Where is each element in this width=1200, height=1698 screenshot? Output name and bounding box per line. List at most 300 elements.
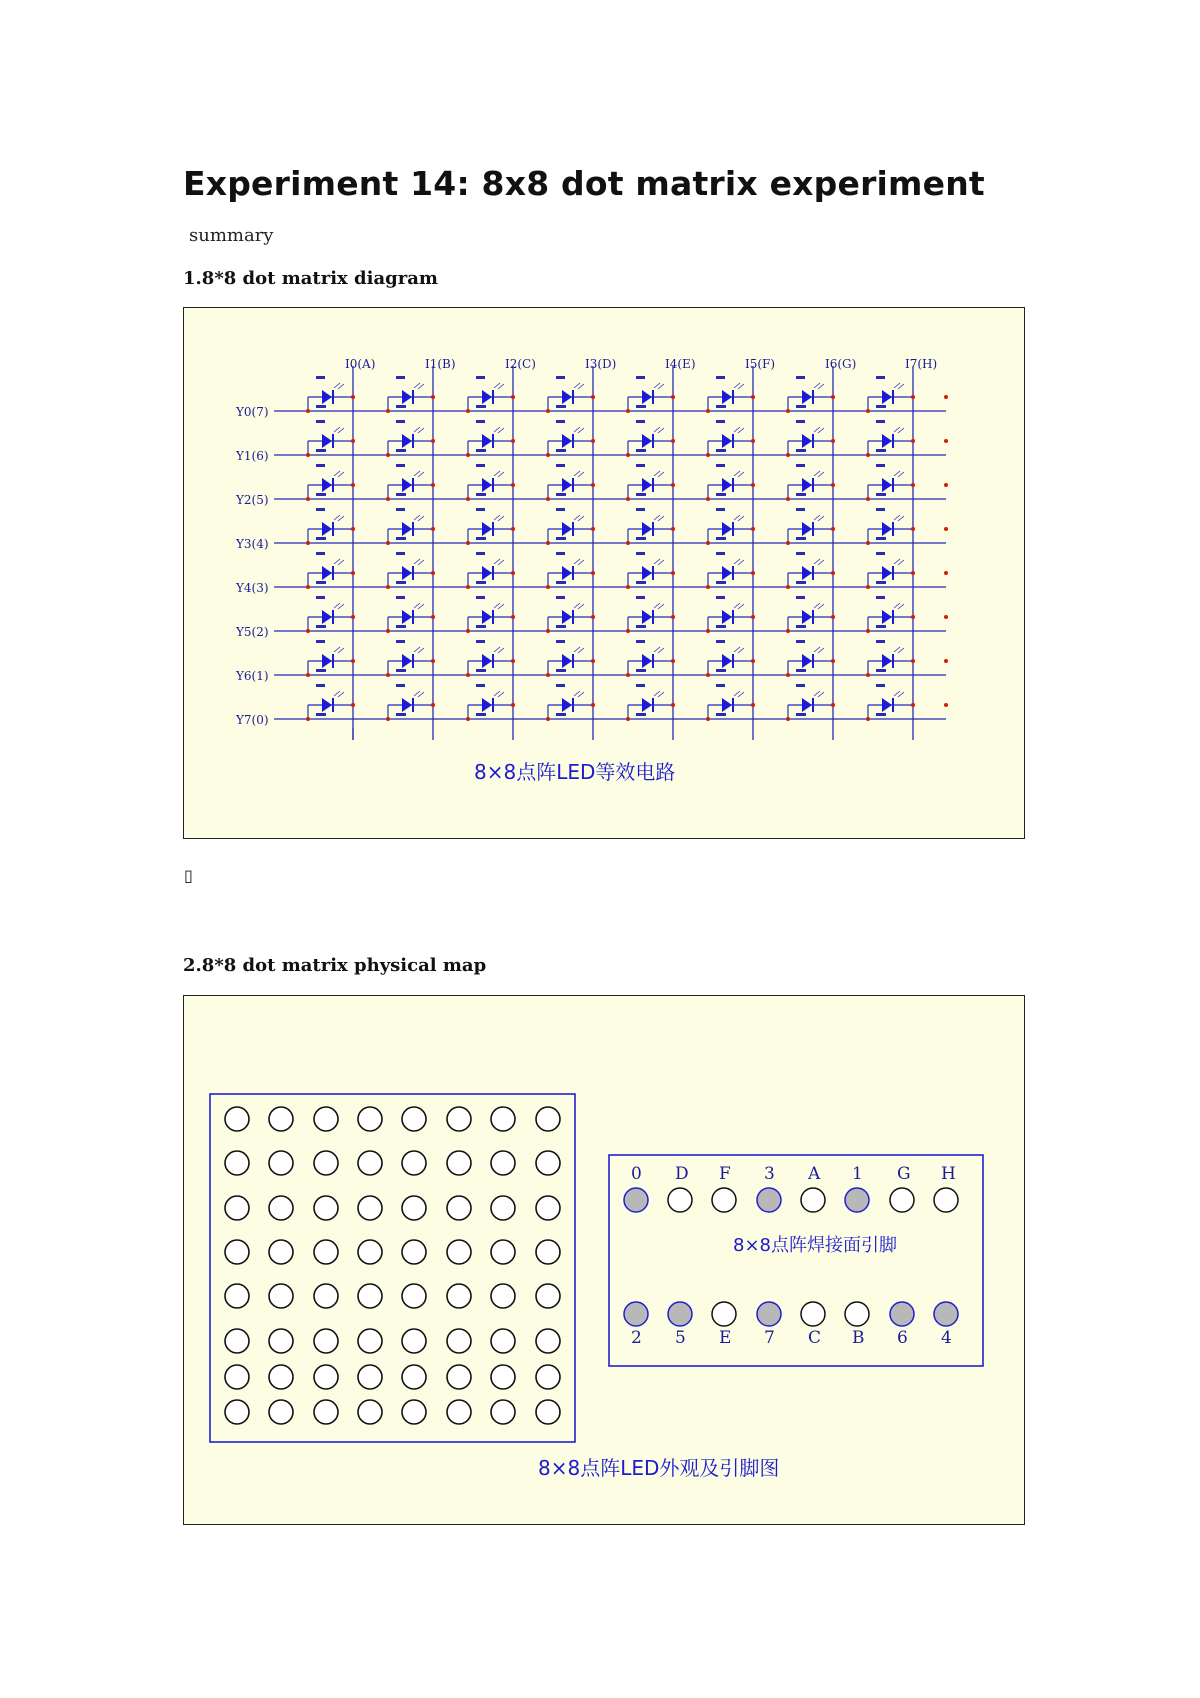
led-arrow [898,428,904,433]
column-label: I3(D) [585,357,617,371]
led-type-mark [636,581,646,584]
led-arrow [654,603,660,608]
pin-dot-bottom [712,1302,736,1326]
led-symbol [322,610,332,624]
junction-dot [944,483,948,487]
junction-dot [706,541,710,545]
junction-dot [386,629,390,633]
junction-dot [386,673,390,677]
led-symbol [482,654,492,668]
led-symbol [882,434,892,448]
junction-dot [866,541,870,545]
led-symbol [402,698,412,712]
led-type-mark [556,537,566,540]
led-type-mark [476,669,486,672]
led-type-mark [556,713,566,716]
led-arrow [818,560,824,565]
matrix-led-dot [225,1196,249,1220]
junction-dot [546,629,550,633]
junction-dot [751,571,755,575]
junction-dot [466,585,470,589]
led-symbol [642,478,652,492]
junction-dot [786,717,790,721]
matrix-led-dot [491,1284,515,1308]
junction-dot [546,541,550,545]
junction-dot [351,571,355,575]
circuit-diagram [184,308,1026,840]
physical-map-figure [183,995,1025,1525]
junction-dot [591,527,595,531]
matrix-led-dot [536,1284,560,1308]
led-type-mark [396,669,406,672]
matrix-led-dot [491,1400,515,1424]
led-id-mark [716,640,725,643]
pin-label-bottom: 2 [631,1328,642,1348]
junction-dot [831,527,835,531]
led-arrow [494,559,500,564]
pin-label-top: H [941,1164,956,1184]
led-symbol [882,698,892,712]
led-symbol [322,390,332,404]
junction-dot [591,571,595,575]
junction-dot [831,703,835,707]
led-symbol [562,522,572,536]
led-arrow [658,692,664,697]
junction-dot [831,571,835,575]
led-arrow [898,560,904,565]
led-id-mark [876,376,885,379]
pin-label-top: G [897,1164,911,1184]
led-arrow [574,383,580,388]
led-id-mark [316,684,325,687]
led-symbol [562,478,572,492]
led-arrow [494,647,500,652]
led-id-mark [476,464,485,467]
led-arrow [898,604,904,609]
led-symbol [482,390,492,404]
led-symbol [802,610,812,624]
junction-dot [546,497,550,501]
led-symbol [402,654,412,668]
led-type-mark [556,581,566,584]
matrix-led-dot [225,1240,249,1264]
led-symbol [722,566,732,580]
pin-label-top: F [719,1164,731,1184]
matrix-led-dot [536,1400,560,1424]
led-type-mark [876,405,886,408]
column-label: I5(F) [745,357,776,371]
led-id-mark [876,640,885,643]
junction-dot [866,673,870,677]
junction-dot [386,717,390,721]
led-symbol [562,566,572,580]
junction-dot [431,395,435,399]
junction-dot [944,439,948,443]
led-arrow [654,647,660,652]
led-symbol [642,522,652,536]
led-arrow [814,559,820,564]
matrix-led-dot [225,1365,249,1389]
led-arrow [578,604,584,609]
led-id-mark [876,464,885,467]
led-id-mark [556,552,565,555]
junction-dot [546,409,550,413]
matrix-led-dot [225,1400,249,1424]
led-symbol [722,698,732,712]
led-arrow [574,603,580,608]
row-label: Y5(2) [236,625,269,639]
led-id-mark [396,640,405,643]
led-symbol [562,434,572,448]
matrix-led-dot [358,1329,382,1353]
junction-dot [386,453,390,457]
matrix-led-dot [314,1240,338,1264]
led-symbol [322,566,332,580]
led-arrow [814,383,820,388]
row-label: Y3(4) [236,537,269,551]
matrix-led-dot [269,1240,293,1264]
led-arrow [894,515,900,520]
junction-dot [591,615,595,619]
led-symbol [482,434,492,448]
led-type-mark [636,713,646,716]
matrix-led-dot [269,1107,293,1131]
junction-dot [386,585,390,589]
led-symbol [562,654,572,668]
led-arrow [578,692,584,697]
led-id-mark [796,508,805,511]
led-id-mark [556,376,565,379]
junction-dot [944,571,948,575]
pin-label-bottom: E [719,1328,732,1348]
led-arrow [574,427,580,432]
led-arrow [734,647,740,652]
junction-dot [306,541,310,545]
led-id-mark [476,596,485,599]
led-type-mark [876,537,886,540]
led-symbol [322,654,332,668]
led-arrow [414,471,420,476]
led-symbol [882,654,892,668]
pin-dot-top [757,1188,781,1212]
led-type-mark [796,625,806,628]
led-arrow [578,472,584,477]
led-arrow [734,559,740,564]
matrix-led-dot [447,1240,471,1264]
led-type-mark [396,625,406,628]
led-symbol [562,610,572,624]
junction-dot [671,703,675,707]
led-arrow [658,560,664,565]
matrix-led-dot [225,1329,249,1353]
led-symbol [322,698,332,712]
led-type-mark [396,493,406,496]
led-arrow [818,472,824,477]
junction-dot [306,629,310,633]
led-arrow [898,648,904,653]
junction-dot [546,717,550,721]
matrix-led-dot [491,1329,515,1353]
led-arrow [578,560,584,565]
matrix-led-dot [358,1365,382,1389]
pin-label-top: A [808,1164,821,1184]
led-arrow [418,560,424,565]
led-arrow [894,383,900,388]
led-id-mark [316,640,325,643]
led-arrow [498,692,504,697]
led-id-mark [796,420,805,423]
matrix-led-dot [269,1329,293,1353]
led-arrow [894,559,900,564]
junction-dot [386,541,390,545]
row-label: Y6(1) [236,669,269,683]
led-arrow [578,384,584,389]
row-label: Y2(5) [236,493,269,507]
led-arrow [814,471,820,476]
led-type-mark [796,669,806,672]
junction-dot [911,659,915,663]
junction-dot [626,409,630,413]
junction-dot [706,409,710,413]
led-arrow [338,384,344,389]
led-symbol [882,478,892,492]
junction-dot [511,615,515,619]
led-arrow [334,427,340,432]
junction-dot [306,409,310,413]
led-type-mark [316,537,326,540]
led-symbol [482,698,492,712]
junction-dot [306,585,310,589]
junction-dot [786,541,790,545]
led-id-mark [716,464,725,467]
led-arrow [418,384,424,389]
led-id-mark [316,552,325,555]
led-id-mark [716,508,725,511]
led-id-mark [636,420,645,423]
junction-dot [511,395,515,399]
led-type-mark [316,405,326,408]
led-symbol [802,566,812,580]
led-symbol [402,566,412,580]
page-title: Experiment 14: 8x8 dot matrix experiment [183,164,985,203]
pin-dot-bottom [801,1302,825,1326]
matrix-led-dot [358,1151,382,1175]
matrix-led-dot [536,1240,560,1264]
placeholder-glyph: ▯ [184,866,193,885]
junction-dot [866,497,870,501]
matrix-led-dot [491,1151,515,1175]
led-arrow [814,691,820,696]
row-label: Y7(0) [236,713,269,727]
column-label: I1(B) [425,357,456,371]
led-arrow [734,603,740,608]
junction-dot [386,409,390,413]
matrix-led-dot [536,1151,560,1175]
junction-dot [831,659,835,663]
led-arrow [658,648,664,653]
junction-dot [386,497,390,501]
led-arrow [418,472,424,477]
led-arrow [738,560,744,565]
junction-dot [751,659,755,663]
led-arrow [414,559,420,564]
matrix-led-dot [358,1400,382,1424]
matrix-led-dot [225,1151,249,1175]
junction-dot [466,629,470,633]
led-type-mark [476,537,486,540]
led-arrow [894,691,900,696]
section-heading-diagram: 1.8*8 dot matrix diagram [183,268,438,289]
junction-dot [431,659,435,663]
matrix-led-dot [491,1240,515,1264]
led-arrow [338,472,344,477]
matrix-led-dot [402,1151,426,1175]
matrix-led-dot [447,1107,471,1131]
matrix-led-dot [536,1196,560,1220]
led-type-mark [796,581,806,584]
led-type-mark [396,713,406,716]
pin-dot-bottom [757,1302,781,1326]
circuit-caption: 8×8点阵LED等效电路 [474,760,676,784]
led-id-mark [476,684,485,687]
junction-dot [351,703,355,707]
led-arrow [658,384,664,389]
column-label: I6(G) [825,357,857,371]
junction-dot [866,629,870,633]
led-type-mark [876,493,886,496]
matrix-led-dot [358,1240,382,1264]
led-type-mark [636,493,646,496]
junction-dot [626,453,630,457]
led-arrow [734,471,740,476]
led-arrow [498,472,504,477]
led-id-mark [876,508,885,511]
led-arrow [334,647,340,652]
junction-dot [944,527,948,531]
led-arrow [654,515,660,520]
led-symbol [402,610,412,624]
junction-dot [626,673,630,677]
section-heading-physical: 2.8*8 dot matrix physical map [183,955,487,976]
led-type-mark [316,581,326,584]
junction-dot [944,659,948,663]
junction-dot [706,585,710,589]
matrix-led-dot [314,1151,338,1175]
junction-dot [431,615,435,619]
led-symbol [882,566,892,580]
led-arrow [578,648,584,653]
pin-label-bottom: 7 [764,1328,775,1348]
pin-dot-bottom [668,1302,692,1326]
led-arrow [898,692,904,697]
led-arrow [658,472,664,477]
pin-dot-top [801,1188,825,1212]
junction-dot [466,673,470,677]
junction-dot [671,395,675,399]
led-arrow [738,692,744,697]
led-arrow [658,516,664,521]
pin-dot-bottom [624,1302,648,1326]
led-symbol [722,610,732,624]
junction-dot [831,615,835,619]
junction-dot [786,585,790,589]
led-symbol [402,390,412,404]
junction-dot [786,497,790,501]
matrix-led-dot [402,1240,426,1264]
junction-dot [466,409,470,413]
led-id-mark [556,640,565,643]
matrix-led-dot [402,1329,426,1353]
led-type-mark [876,669,886,672]
led-arrow [654,691,660,696]
junction-dot [511,527,515,531]
pin-outline [609,1155,983,1366]
led-symbol [402,478,412,492]
junction-dot [831,395,835,399]
led-symbol [882,522,892,536]
led-arrow [334,471,340,476]
junction-dot [351,439,355,443]
led-type-mark [476,625,486,628]
led-symbol [802,478,812,492]
led-type-mark [636,405,646,408]
led-arrow [738,384,744,389]
row-label: Y4(3) [236,581,269,595]
led-type-mark [796,493,806,496]
led-id-mark [396,420,405,423]
led-type-mark [796,449,806,452]
matrix-led-dot [536,1329,560,1353]
junction-dot [786,629,790,633]
pin-label-bottom: 6 [897,1328,908,1348]
led-arrow [738,516,744,521]
led-arrow [734,691,740,696]
matrix-led-dot [402,1196,426,1220]
led-id-mark [316,508,325,511]
led-arrow [498,648,504,653]
led-arrow [654,383,660,388]
led-arrow [498,604,504,609]
led-symbol [322,478,332,492]
pin-dot-top [712,1188,736,1212]
led-id-mark [636,640,645,643]
led-symbol [562,698,572,712]
matrix-led-dot [314,1400,338,1424]
led-arrow [578,516,584,521]
junction-dot [466,453,470,457]
led-type-mark [556,405,566,408]
led-id-mark [556,464,565,467]
led-arrow [818,604,824,609]
led-arrow [418,648,424,653]
matrix-led-dot [402,1284,426,1308]
junction-dot [866,409,870,413]
led-type-mark [636,669,646,672]
led-arrow [414,383,420,388]
led-arrow [418,516,424,521]
junction-dot [671,615,675,619]
junction-dot [866,717,870,721]
junction-dot [626,629,630,633]
led-arrow [414,427,420,432]
led-symbol [882,390,892,404]
junction-dot [591,395,595,399]
matrix-led-dot [358,1284,382,1308]
led-type-mark [556,625,566,628]
junction-dot [431,483,435,487]
led-id-mark [796,464,805,467]
led-id-mark [796,596,805,599]
